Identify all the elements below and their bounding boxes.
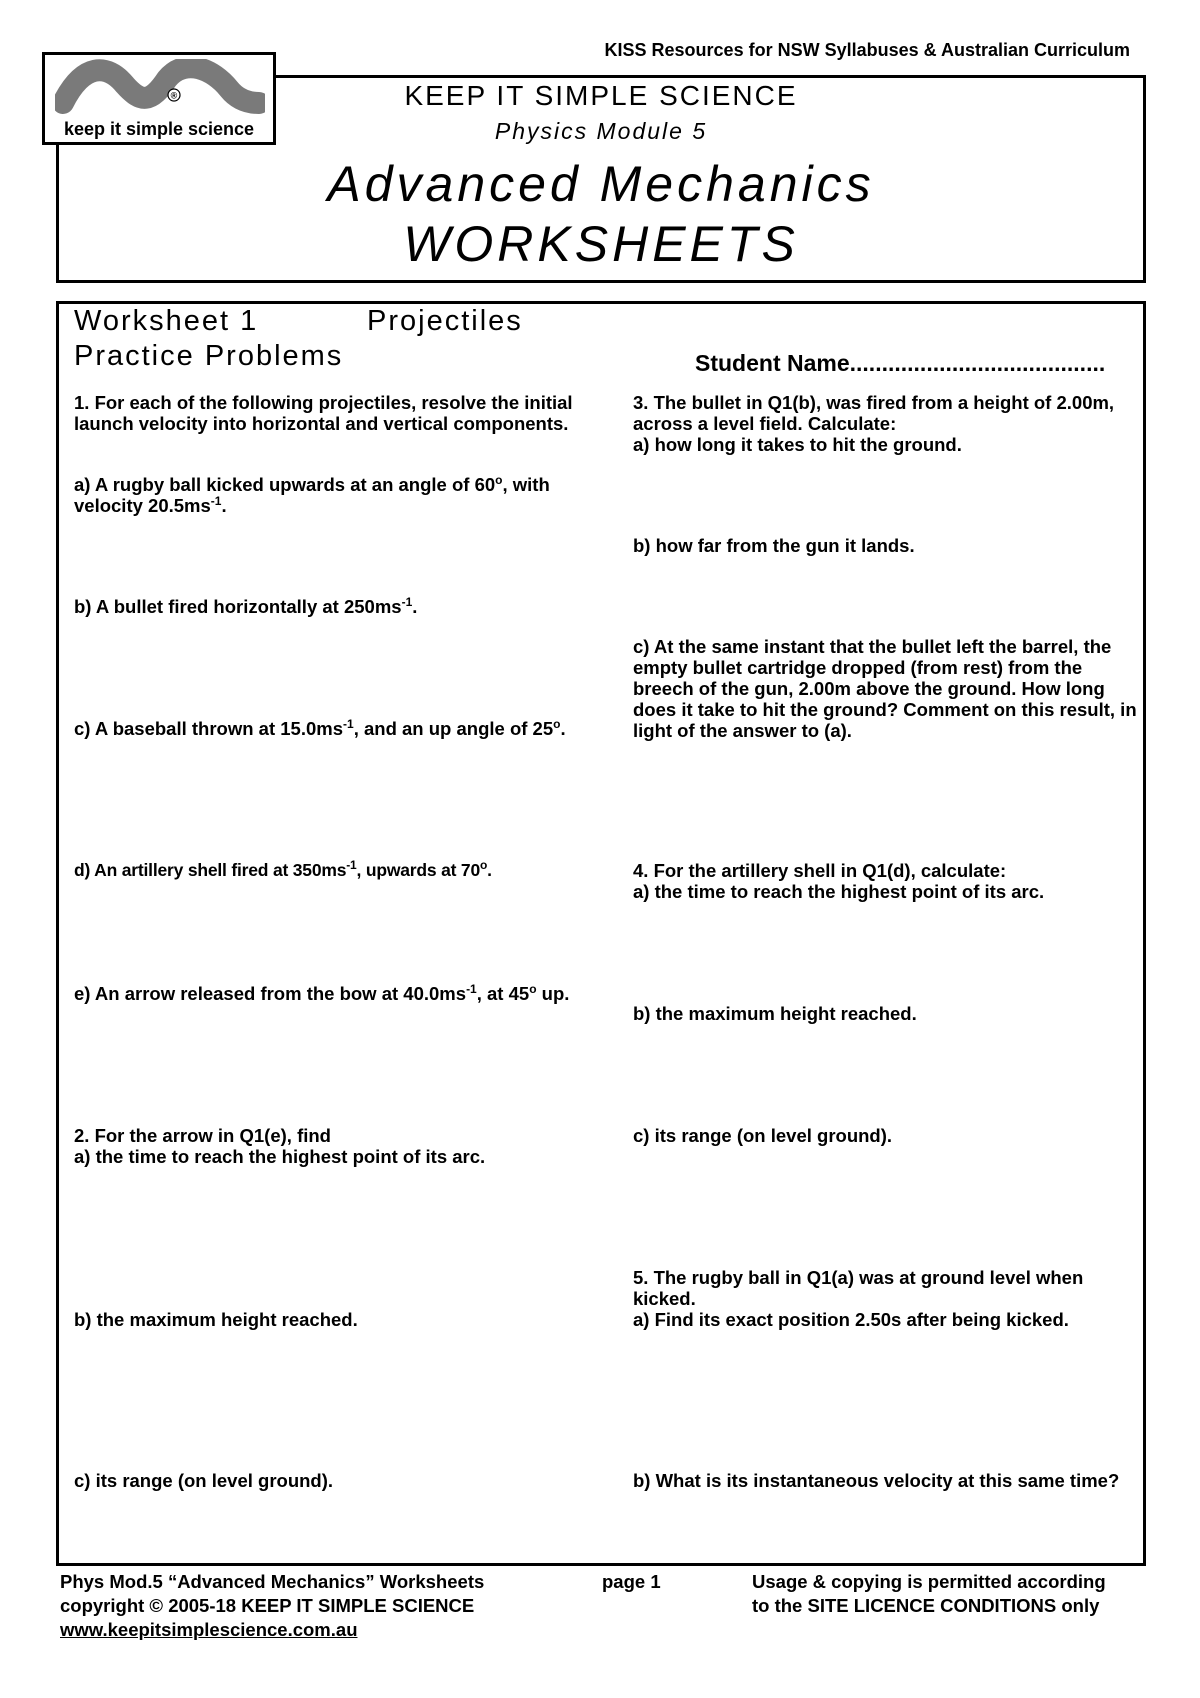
worksheet-label: Worksheet 1 — [74, 305, 259, 337]
question-4b: b) the maximum height reached. — [633, 1003, 917, 1024]
page-subtitle: WORKSHEETS — [403, 216, 799, 272]
question-3-intro: 3. The bullet in Q1(b), was fired from a height of 2.00m, across a level field. Calculate: — [633, 392, 1115, 434]
page-number: page 1 — [602, 1571, 661, 1592]
top-note: KISS Resources for NSW Syllabuses & Australian Curriculum — [604, 40, 1130, 60]
question-5-intro: 5. The rugby ball in Q1(a) was at ground level when kicked. — [633, 1267, 1084, 1309]
question-3b: b) how far from the gun it lands. — [633, 535, 915, 556]
question-4c: c) its range (on level ground). — [633, 1125, 893, 1146]
footer-usage-line-2: to the SITE LICENCE CONDITIONS only — [752, 1595, 1100, 1616]
footer-copyright: copyright © 2005-18 KEEP IT SIMPLE SCIENCE — [60, 1595, 475, 1616]
question-2-intro: 2. For the arrow in Q1(e), find — [74, 1125, 331, 1146]
logo-text: keep it simple science — [63, 119, 255, 139]
question-1c: c) A baseball thrown at $15.0ms^{-1}$, and an up angle of 25$^o$. — [74, 716, 566, 739]
question-3c: c) At the same instant that the bullet left the barrel, the empty bullet cartridge dropped (from rest) from the breech of the gun, 2.00m above the ground. How long does it take to hit the ground? Comment on this result, in light of the answer to (a). — [633, 636, 1137, 741]
question-4-intro: 4. For the artillery shell in Q1(d), calculate: — [633, 860, 1007, 881]
footer-website-link[interactable]: www.keepitsimplescience.com.au — [60, 1619, 358, 1640]
question-1e: e) An arrow released from the bow at $40.0ms^{-1}$, at 45$^o$ up. — [74, 981, 570, 1004]
student-name-field: Student Name........................................ — [695, 350, 1106, 376]
question-1a: a) A rugby ball kicked upwards at an angle of 60$^o$, with velocity $20.5ms^{-1}$. — [74, 472, 550, 516]
question-5b: b) What is its instantaneous velocity at this same time? — [633, 1470, 1120, 1491]
question-3a: a) how long it takes to hit the ground. — [633, 434, 962, 455]
question-2b: b) the maximum height reached. — [74, 1309, 358, 1330]
question-5a: a) Find its exact position 2.50s after being kicked. — [633, 1309, 1069, 1330]
question-4a: a) the time to reach the highest point of its arc. — [633, 881, 1045, 902]
question-2a: a) the time to reach the highest point of its arc. — [74, 1146, 486, 1167]
page-title: Advanced Mechanics — [327, 156, 875, 212]
question-1-intro: 1. For each of the following projectiles, resolve the initial launch velocity into horizontal and vertical components. — [74, 392, 573, 434]
footer-doc-title: Phys Mod.5 “Advanced Mechanics” Worksheets — [60, 1571, 485, 1592]
module-subtitle: Physics Module 5 — [494, 118, 708, 144]
question-1b: b) A bullet fired horizontally at $250ms^{-1}$. — [74, 594, 418, 617]
worksheet-topic: Projectiles — [367, 305, 523, 337]
footer-usage-line-1: Usage & copying is permitted according — [752, 1571, 1106, 1592]
org-title: KEEP IT SIMPLE SCIENCE — [404, 80, 798, 111]
question-2c: c) its range (on level ground). — [74, 1470, 334, 1491]
worksheet-subtitle: Practice Problems — [74, 340, 344, 372]
registered-mark: ® — [170, 90, 178, 101]
question-1d: d) An artillery shell fired at $350ms^{-1}$, upwards at 70$^o$. — [74, 858, 492, 880]
